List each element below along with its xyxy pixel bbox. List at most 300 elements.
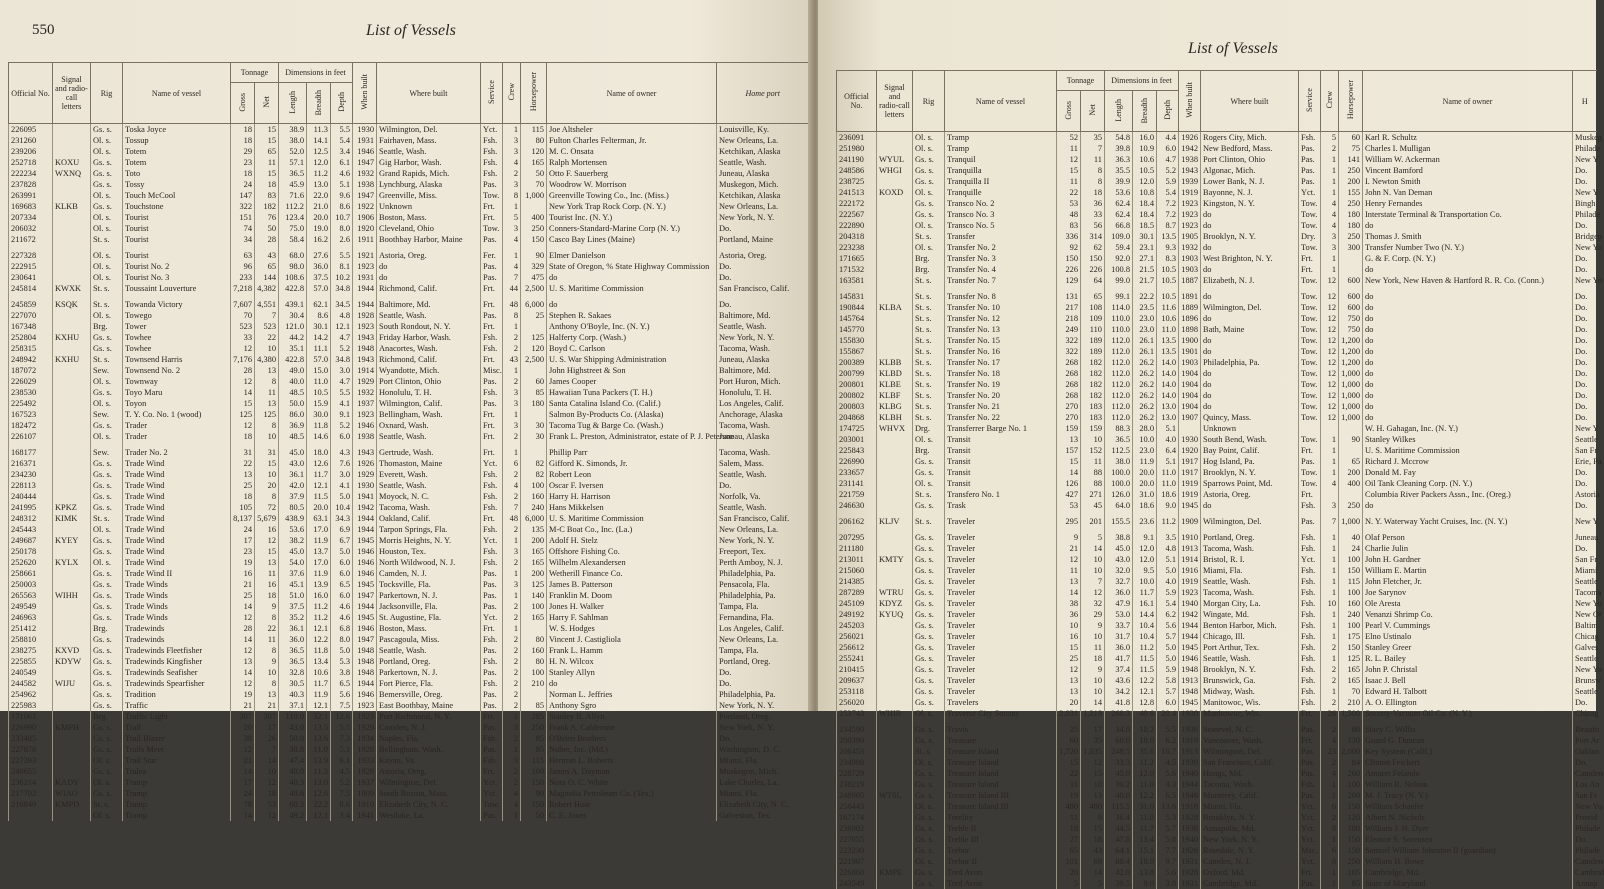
service-cell: Frt. bbox=[481, 201, 503, 212]
signal-cell: KLJV bbox=[877, 516, 913, 527]
breadth-cell: 10.5 bbox=[1133, 165, 1157, 176]
when-built-cell: 1929 bbox=[353, 722, 377, 733]
net-tonnage-cell: 20 bbox=[255, 480, 279, 491]
vessel-name-cell: Towhee bbox=[123, 332, 231, 343]
when-built-cell: 1922 bbox=[353, 201, 377, 212]
vessel-row bbox=[9, 321, 809, 332]
horsepower-cell: 2,500 bbox=[521, 354, 547, 365]
crew-cell: 1 bbox=[503, 535, 521, 546]
length-cell: 112.0 bbox=[1105, 401, 1133, 412]
owner-cell: Offshore Fishing Co. bbox=[547, 546, 717, 557]
horsepower-cell: 165 bbox=[521, 546, 547, 557]
official-no-cell: 238725 bbox=[837, 176, 877, 187]
breadth-cell: 11.1 bbox=[307, 343, 331, 354]
home-port-cell: Do. bbox=[1573, 346, 1597, 357]
when-built-cell: 1932 bbox=[353, 387, 377, 398]
service-cell: Pas. bbox=[481, 700, 503, 711]
gross-tonnage-cell: 131 bbox=[1057, 291, 1081, 302]
breadth-cell: 57.0 bbox=[307, 283, 331, 294]
home-port-cell: New Y bbox=[1573, 423, 1597, 434]
owner-cell: Elno Ustinalo bbox=[1363, 631, 1573, 642]
official-no-cell: 231260 bbox=[9, 135, 53, 146]
length-cell: 123.4 bbox=[279, 212, 307, 223]
owner-cell: do bbox=[1363, 412, 1573, 423]
depth-cell: 13.5 bbox=[1157, 335, 1179, 346]
when-built-cell: 1928 bbox=[353, 744, 377, 755]
official-no-cell: 145831 bbox=[837, 291, 877, 302]
service-cell: Yct. bbox=[1299, 834, 1321, 845]
gross-tonnage-cell: 11 bbox=[1057, 812, 1081, 823]
vessel-row bbox=[9, 447, 809, 458]
service-cell: Pas. bbox=[1299, 724, 1321, 735]
signal-cell bbox=[53, 612, 91, 623]
vessel-row bbox=[9, 157, 809, 168]
length-cell: 36.9 bbox=[279, 420, 307, 431]
net-tonnage-cell: 271 bbox=[1081, 489, 1105, 500]
net-tonnage-cell: 12 bbox=[255, 777, 279, 788]
breadth-cell: 23.5 bbox=[1133, 302, 1157, 313]
horsepower-cell bbox=[521, 321, 547, 332]
owner-cell: M. C. Onsata bbox=[547, 146, 717, 157]
where-built-cell: Port Clinton, Ohio bbox=[1201, 154, 1299, 165]
home-port-cell: Miami bbox=[1573, 565, 1597, 576]
signal-cell: KLBA bbox=[877, 302, 913, 313]
home-port-cell: Portland, Oreg. bbox=[717, 656, 809, 667]
where-built-cell: do bbox=[377, 272, 481, 283]
service-cell: Tow. bbox=[1299, 434, 1321, 445]
horsepower-cell: 100 bbox=[521, 601, 547, 612]
depth-cell: 7.2 bbox=[1157, 209, 1179, 220]
net-tonnage-cell: 45 bbox=[1081, 500, 1105, 511]
rig-cell: Ol. s. bbox=[91, 431, 123, 442]
where-built-cell: do bbox=[1201, 335, 1299, 346]
gross-tonnage-cell: 15 bbox=[231, 398, 255, 409]
owner-cell: Joe Sarynov bbox=[1363, 587, 1573, 598]
owner-cell: Interstate Terminal & Transportation Co. bbox=[1363, 209, 1573, 220]
vessel-row bbox=[9, 623, 809, 634]
net-tonnage-cell: 108 bbox=[1081, 302, 1105, 313]
signal-cell: KLBH bbox=[877, 412, 913, 423]
when-built-cell: 1933 bbox=[353, 755, 377, 766]
service-cell: Frt. bbox=[481, 711, 503, 722]
owner-cell: John Fletcher, Jr. bbox=[1363, 576, 1573, 587]
home-port-cell: Seattle, Wash. bbox=[717, 157, 809, 168]
owner-cell: Isaac J. Bell bbox=[1363, 675, 1573, 686]
where-built-cell: Bath, Maine bbox=[1201, 324, 1299, 335]
official-no-cell: 215060 bbox=[837, 565, 877, 576]
vessel-row bbox=[837, 735, 1597, 746]
signal-cell bbox=[53, 634, 91, 645]
crew-cell: 1 bbox=[1321, 253, 1339, 264]
vessel-name-cell: Treasure Island bbox=[945, 746, 1057, 757]
home-port-cell: Do. bbox=[1573, 357, 1597, 368]
service-cell: Pas. bbox=[481, 272, 503, 283]
service-cell: Frt. bbox=[481, 409, 503, 420]
length-cell: 50.0 bbox=[279, 733, 307, 744]
official-no-cell: 258661 bbox=[9, 568, 53, 579]
where-built-cell: Camden, N. J. bbox=[377, 722, 481, 733]
net-tonnage-cell: 13 bbox=[255, 557, 279, 568]
length-cell: 114.0 bbox=[1105, 302, 1133, 313]
horsepower-cell: 85 bbox=[521, 733, 547, 744]
owner-cell: Ole Aresta bbox=[1363, 598, 1573, 609]
vessel-row bbox=[837, 143, 1597, 154]
horsepower-cell: 600 bbox=[1339, 291, 1363, 302]
crew-cell: 3 bbox=[1321, 242, 1339, 253]
when-built-cell: 1932 bbox=[1179, 242, 1201, 253]
crew-cell: 2 bbox=[1321, 697, 1339, 708]
length-cell: 34.0 bbox=[1105, 724, 1133, 735]
length-cell: 44.5 bbox=[1105, 823, 1133, 834]
depth-cell: 5.2 bbox=[331, 420, 353, 431]
horsepower-cell: 600 bbox=[1339, 275, 1363, 286]
breadth-cell: 15.9 bbox=[307, 398, 331, 409]
gross-tonnage-cell: 70 bbox=[231, 310, 255, 321]
owner-cell: Conners-Standard-Marine Corp (N. Y.) bbox=[547, 223, 717, 234]
depth-cell: 4.8 bbox=[331, 310, 353, 321]
breadth-cell: 13.0 bbox=[307, 777, 331, 788]
gross-tonnage-cell: 14 bbox=[1057, 467, 1081, 478]
when-built-cell: 1926 bbox=[353, 458, 377, 469]
net-tonnage-cell: 159 bbox=[1081, 423, 1105, 434]
length-cell: 60.0 bbox=[1105, 735, 1133, 746]
breadth-cell: 28.0 bbox=[1133, 423, 1157, 434]
length-cell: 48.5 bbox=[279, 431, 307, 442]
horsepower-cell: 50 bbox=[521, 810, 547, 821]
owner-cell: U. S. Maritime Commission bbox=[547, 283, 717, 294]
where-built-cell: Seattle, Wash. bbox=[377, 645, 481, 656]
vessel-row bbox=[9, 234, 809, 245]
home-port-cell: Philade bbox=[1573, 209, 1597, 220]
home-port-cell: Louisville, Ky. bbox=[717, 124, 809, 136]
where-built-cell: do bbox=[1201, 390, 1299, 401]
header-service: Service bbox=[1305, 88, 1314, 112]
vessel-row bbox=[837, 456, 1597, 467]
where-built-cell: Fort Pierce, Fla. bbox=[377, 678, 481, 689]
net-tonnage-cell: 28 bbox=[255, 234, 279, 245]
when-built-cell: 1944 bbox=[353, 299, 377, 310]
official-no-cell: 200802 bbox=[837, 390, 877, 401]
net-tonnage-cell: 523 bbox=[255, 321, 279, 332]
official-no-cell: 238219 bbox=[837, 779, 877, 790]
where-built-cell: Bayonne, N. J. bbox=[1201, 187, 1299, 198]
breadth-cell: 17.0 bbox=[307, 524, 331, 535]
crew-cell: 1 bbox=[1321, 609, 1339, 620]
owner-cell: R. L. Bailey bbox=[1363, 653, 1573, 664]
net-tonnage-cell: 36 bbox=[1081, 198, 1105, 209]
crew-cell: 1 bbox=[1321, 779, 1339, 790]
breadth-cell: 21.0 bbox=[307, 201, 331, 212]
breadth-cell: 26.2 bbox=[1133, 368, 1157, 379]
home-port-cell: New Yo bbox=[1573, 664, 1597, 675]
where-built-cell: North Wildwood, N. J. bbox=[377, 557, 481, 568]
signal-cell bbox=[53, 744, 91, 755]
vessel-row bbox=[9, 788, 809, 799]
signal-cell bbox=[877, 620, 913, 631]
service-cell: Pas. bbox=[481, 645, 503, 656]
signal-cell bbox=[877, 845, 913, 856]
rig-cell: Gs. s. bbox=[913, 664, 945, 675]
vessel-name-cell: Transfer No. 4 bbox=[945, 264, 1057, 275]
length-cell: 40.0 bbox=[279, 766, 307, 777]
vessel-row bbox=[837, 412, 1597, 423]
home-port-cell: Philade bbox=[1573, 845, 1597, 856]
where-built-cell: East Boothbay, Maine bbox=[377, 700, 481, 711]
length-cell: 49.2 bbox=[279, 810, 307, 821]
when-built-cell: 1904 bbox=[1179, 401, 1201, 412]
where-built-cell: Port Clinton, Ohio bbox=[377, 376, 481, 387]
when-built-cell: 1911 bbox=[353, 234, 377, 245]
net-tonnage-cell: 10 bbox=[1081, 554, 1105, 565]
gross-tonnage-cell: 14 bbox=[231, 766, 255, 777]
gross-tonnage-cell: 14 bbox=[231, 601, 255, 612]
gross-tonnage-cell: 159 bbox=[1057, 423, 1081, 434]
breadth-cell: 11.7 bbox=[1133, 587, 1157, 598]
depth-cell: 7.5 bbox=[331, 788, 353, 799]
home-port-cell: Tampa, Fla. bbox=[717, 601, 809, 612]
crew-cell: 1 bbox=[1321, 456, 1339, 467]
owner-cell: do bbox=[1363, 335, 1573, 346]
home-port-cell: New Orleans, La. bbox=[717, 201, 809, 212]
home-port-cell: Perth Amboy, N. J. bbox=[717, 557, 809, 568]
vessel-row bbox=[9, 667, 809, 678]
vessel-row bbox=[837, 291, 1597, 302]
length-cell: 37.6 bbox=[279, 568, 307, 579]
depth-cell: 7.5 bbox=[331, 700, 353, 711]
gross-tonnage-cell: 11 bbox=[1057, 176, 1081, 187]
depth-cell: 5.5 bbox=[331, 250, 353, 261]
gross-tonnage-cell: 36 bbox=[1057, 609, 1081, 620]
official-no-cell: 216849 bbox=[9, 799, 53, 810]
official-no-cell: 174725 bbox=[837, 423, 877, 434]
net-tonnage-cell: 62 bbox=[1081, 242, 1105, 253]
where-built-cell: Naples, Fla. bbox=[377, 733, 481, 744]
length-cell: 66.8 bbox=[1105, 220, 1133, 231]
gross-tonnage-cell: 24 bbox=[231, 179, 255, 190]
service-cell: Yct. bbox=[1299, 856, 1321, 867]
where-built-cell: Kayan, Va. bbox=[377, 755, 481, 766]
where-built-cell: San Francisco, Calif. bbox=[1201, 757, 1299, 768]
service-cell: Fsh. bbox=[1299, 664, 1321, 675]
service-cell: Tow. bbox=[1299, 302, 1321, 313]
net-tonnage-cell: 8 bbox=[255, 645, 279, 656]
net-tonnage-cell: 182 bbox=[1081, 357, 1105, 368]
signal-cell bbox=[53, 321, 91, 332]
horsepower-cell: 125 bbox=[521, 332, 547, 343]
breadth-cell: 11.0 bbox=[1133, 779, 1157, 790]
when-built-cell: 1929 bbox=[353, 376, 377, 387]
breadth-cell: 10.8 bbox=[1133, 187, 1157, 198]
breadth-cell: 12.0 bbox=[1133, 768, 1157, 779]
breadth-cell: 11.5 bbox=[307, 491, 331, 502]
length-cell: 40.3 bbox=[279, 689, 307, 700]
header-breadth: Breadth bbox=[314, 90, 323, 115]
when-built-cell: 1947 bbox=[353, 590, 377, 601]
length-cell: 121.0 bbox=[279, 321, 307, 332]
when-built-cell: 1917 bbox=[1179, 467, 1201, 478]
horsepower-cell: 250 bbox=[521, 722, 547, 733]
gross-tonnage-cell: 15 bbox=[1057, 757, 1081, 768]
breadth-cell: 57.0 bbox=[307, 354, 331, 365]
official-no-cell: 163581 bbox=[837, 275, 877, 286]
depth-cell: 7.6 bbox=[331, 458, 353, 469]
signal-cell: KDYZ bbox=[877, 598, 913, 609]
vessel-row bbox=[837, 187, 1597, 198]
vessel-name-cell: Traveler bbox=[945, 516, 1057, 527]
breadth-cell: 11.5 bbox=[1133, 653, 1157, 664]
net-tonnage-cell: 16 bbox=[255, 524, 279, 535]
vessel-row bbox=[9, 799, 809, 810]
official-no-cell: 200799 bbox=[837, 368, 877, 379]
when-built-cell: 1903 bbox=[1179, 264, 1201, 275]
official-no-cell: 204868 bbox=[837, 412, 877, 423]
crew-cell bbox=[1321, 489, 1339, 500]
crew-cell: 1 bbox=[1321, 576, 1339, 587]
when-built-cell: 1944 bbox=[353, 524, 377, 535]
breadth-cell: 18.4 bbox=[1133, 209, 1157, 220]
horsepower-cell: 400 bbox=[521, 212, 547, 223]
vessel-row bbox=[9, 354, 809, 365]
length-cell: 62.4 bbox=[1105, 198, 1133, 209]
service-cell: Yct. bbox=[1299, 801, 1321, 812]
breadth-cell: 26.1 bbox=[1133, 346, 1157, 357]
service-cell: Pas. bbox=[1299, 746, 1321, 757]
vessel-name-cell: Tradewinds bbox=[123, 623, 231, 634]
where-built-cell: Seattle, Wash. bbox=[1201, 653, 1299, 664]
breadth-cell: 35.6 bbox=[1133, 746, 1157, 757]
horsepower-cell: 155 bbox=[1339, 187, 1363, 198]
length-cell: 112.5 bbox=[1105, 445, 1133, 456]
official-no-cell: 249687 bbox=[9, 535, 53, 546]
rig-cell: St. s. bbox=[913, 489, 945, 500]
gross-tonnage-cell: 18 bbox=[231, 491, 255, 502]
vessel-row bbox=[9, 272, 809, 283]
vessel-name-cell: Transfer No. 18 bbox=[945, 368, 1057, 379]
vessel-name-cell: Trade Winds bbox=[123, 590, 231, 601]
vessel-name-cell: Traveler bbox=[945, 565, 1057, 576]
signal-cell bbox=[53, 711, 91, 722]
signal-cell bbox=[877, 467, 913, 478]
gross-tonnage-cell: 23 bbox=[231, 546, 255, 557]
official-no-cell: 228113 bbox=[9, 480, 53, 491]
rig-cell: St. s. bbox=[913, 412, 945, 423]
official-no-cell: 238275 bbox=[9, 645, 53, 656]
home-port-cell: Astoria, Oreg. bbox=[717, 250, 809, 261]
service-cell: Yct. bbox=[481, 124, 503, 136]
vessel-row bbox=[837, 664, 1597, 675]
official-no-cell: 265563 bbox=[9, 590, 53, 601]
signal-cell bbox=[53, 689, 91, 700]
vessel-name-cell: Toska Joyce bbox=[123, 124, 231, 136]
depth-cell: 5.7 bbox=[1157, 686, 1179, 697]
owner-cell: Robert Leon bbox=[547, 469, 717, 480]
gross-tonnage-cell: 25 bbox=[1057, 653, 1081, 664]
service-cell: Tow. bbox=[481, 190, 503, 201]
breadth-cell: 23.0 bbox=[1133, 445, 1157, 456]
net-tonnage-cell: 83 bbox=[255, 190, 279, 201]
when-built-cell: 1910 bbox=[1179, 532, 1201, 543]
crew-cell: 2 bbox=[1321, 675, 1339, 686]
vessel-name-cell: Tourist No. 2 bbox=[123, 261, 231, 272]
official-no-cell: 236091 bbox=[837, 132, 877, 144]
when-built-cell: 1945 bbox=[1179, 697, 1201, 708]
vessel-row bbox=[9, 299, 809, 310]
service-cell: Pas. bbox=[1299, 768, 1321, 779]
length-cell: 100.0 bbox=[1105, 467, 1133, 478]
owner-cell: Edward H. Talbott bbox=[1363, 686, 1573, 697]
vessel-name-cell: Trade Wind bbox=[123, 502, 231, 513]
service-cell: Msc. bbox=[1299, 845, 1321, 856]
vessel-name-cell: Townway bbox=[123, 376, 231, 387]
gross-tonnage-cell: 21 bbox=[1057, 543, 1081, 554]
breadth-cell: 11.8 bbox=[307, 420, 331, 431]
home-port-cell: Do. bbox=[1573, 335, 1597, 346]
gross-tonnage-cell: 14 bbox=[1057, 587, 1081, 598]
net-tonnage-cell: 8 bbox=[255, 612, 279, 623]
length-cell: 45.1 bbox=[279, 579, 307, 590]
breadth-cell: 31.0 bbox=[1133, 801, 1157, 812]
vessel-row bbox=[837, 746, 1597, 757]
horsepower-cell: 285 bbox=[521, 711, 547, 722]
net-tonnage-cell: 50 bbox=[255, 223, 279, 234]
when-built-cell: 1931 bbox=[353, 272, 377, 283]
depth-cell: 8.6 bbox=[331, 799, 353, 810]
official-no-cell: 167348 bbox=[9, 321, 53, 332]
owner-cell: Columbia River Packers Assn., Inc. (Oreg.) bbox=[1363, 489, 1573, 500]
where-built-cell: Wilmington, Del. bbox=[377, 777, 481, 788]
owner-cell: State of Maryland bbox=[1363, 878, 1573, 889]
where-built-cell: Lower Bank, N. J. bbox=[1201, 176, 1299, 187]
vessel-row bbox=[837, 324, 1597, 335]
horsepower-cell: 250 bbox=[1339, 500, 1363, 511]
crew-cell: 3 bbox=[503, 223, 521, 234]
length-cell: 92.0 bbox=[1105, 253, 1133, 264]
gross-tonnage-cell: 150 bbox=[1057, 253, 1081, 264]
owner-cell: H. N. Wilcox bbox=[547, 656, 717, 667]
service-cell: Yct. bbox=[1299, 187, 1321, 198]
depth-cell: 4.3 bbox=[1157, 779, 1179, 790]
service-cell: Pas. bbox=[481, 579, 503, 590]
home-port-cell: Erie, Pa. bbox=[1573, 456, 1597, 467]
signal-cell bbox=[53, 223, 91, 234]
when-built-cell: 1919 bbox=[1179, 735, 1201, 746]
crew-cell: 43 bbox=[503, 354, 521, 365]
home-port-cell: Baltimore, Md. bbox=[717, 365, 809, 376]
horsepower-cell: 50 bbox=[521, 168, 547, 179]
signal-cell: WYUL bbox=[877, 154, 913, 165]
rig-cell: Gs. s. bbox=[913, 834, 945, 845]
length-cell: 100.0 bbox=[1105, 478, 1133, 489]
service-cell: Tow. bbox=[1299, 324, 1321, 335]
breadth-cell: 10.9 bbox=[1133, 143, 1157, 154]
gross-tonnage-cell: 14 bbox=[231, 667, 255, 678]
breadth-cell: 16.2 bbox=[307, 234, 331, 245]
owner-cell: Woodrow W. Morrison bbox=[547, 179, 717, 190]
net-tonnage-cell: 11 bbox=[1081, 456, 1105, 467]
owner-cell: Hawaiian Tuna Packers (T. H.) bbox=[547, 387, 717, 398]
gross-tonnage-cell: 7,176 bbox=[231, 354, 255, 365]
vessel-row bbox=[837, 242, 1597, 253]
net-tonnage-cell: 12 bbox=[1081, 587, 1105, 598]
rig-cell: Gs. s. bbox=[913, 779, 945, 790]
length-cell: 112.0 bbox=[1105, 357, 1133, 368]
where-built-cell: Anacortes, Wash. bbox=[377, 343, 481, 354]
home-port-cell: Camden bbox=[1573, 856, 1597, 867]
horsepower-cell: 30 bbox=[521, 431, 547, 442]
gross-tonnage-cell: 523 bbox=[231, 321, 255, 332]
vessel-row bbox=[837, 543, 1597, 554]
official-no-cell: 249549 bbox=[9, 601, 53, 612]
